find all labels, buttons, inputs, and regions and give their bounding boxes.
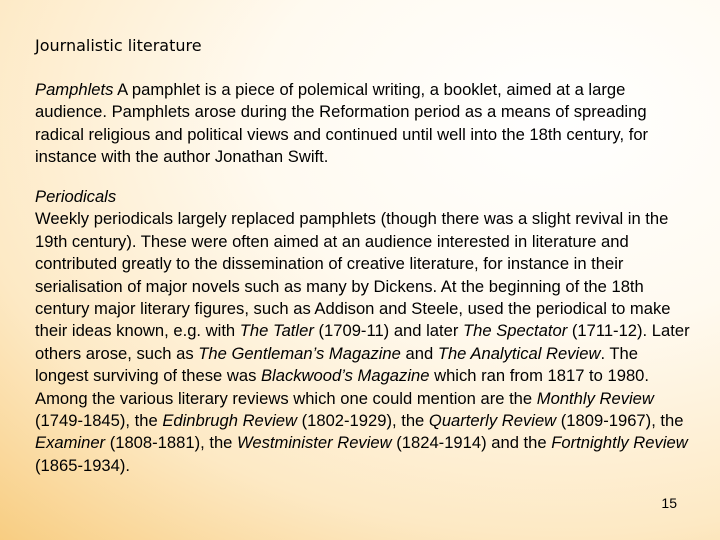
periodicals-heading: Periodicals [35, 187, 117, 206]
slide-title: Journalistic literature [35, 36, 202, 55]
periodicals-text: (1802-1929), the [296, 411, 429, 431]
periodicals-text: (1749-1845), the [35, 411, 163, 431]
periodicals-text: (1824-1914) and the [391, 433, 552, 453]
periodicals-text: (1809-1967), the [556, 411, 684, 431]
pamphlets-paragraph [35, 79, 690, 169]
periodicals-text: (1865-1934). [35, 455, 131, 475]
work-title: Examiner [35, 433, 106, 453]
periodicals-text: (1808-1881), the [105, 433, 238, 453]
work-title: Westminister Review [237, 433, 392, 453]
periodicals-paragraph [35, 186, 690, 477]
periodicals-text: Weekly periodicals largely replaced pamphlets (though there was a slight revival in the 19th century). These were often aimed at an audience interested in literature and contributed greatly to the dissemination of creative literature, for instance in their serialisation of major novels such as many by Dickens. At the beginning of the 18th century major literary figures, such as Addison and Steele, used the periodical to make their ideas known, e.g. with [35, 209, 671, 341]
periodicals-text: . The longest surviving of these was [35, 343, 638, 386]
work-title: Quarterly Review [428, 411, 557, 431]
periodicals-text: which ran from 1817 to 1980. Among the various literary reviews which one could mention are the [35, 366, 650, 408]
work-title: Monthly Review [536, 388, 654, 408]
work-title: Edinbrugh Review [162, 411, 297, 431]
work-title: The Analytical Review [437, 343, 601, 363]
periodicals-text: and [400, 343, 438, 363]
work-title: Blackwood’s Magazine [260, 366, 430, 386]
work-title: The Gentleman’s Magazine [198, 343, 401, 363]
periodicals-text: (1711-12). Later others arose, such as [35, 321, 690, 363]
pamphlets-heading: Pamphlets [35, 80, 114, 99]
work-title: Fortnightly Review [551, 433, 688, 453]
work-title: The Tatler [239, 321, 314, 341]
page-number: 15 [661, 495, 677, 511]
periodicals-text: (1709-11) and later [313, 321, 463, 341]
work-title: The Spectator [463, 321, 568, 341]
pamphlets-text: A pamphlet is a piece of polemical writing, a booklet, aimed at a large audience. Pamphlets arose during the Reformation period as a means of spreading radical religious and political views and continued until well into the 18th century, for instance with the author Jonathan Swift. [35, 80, 649, 167]
